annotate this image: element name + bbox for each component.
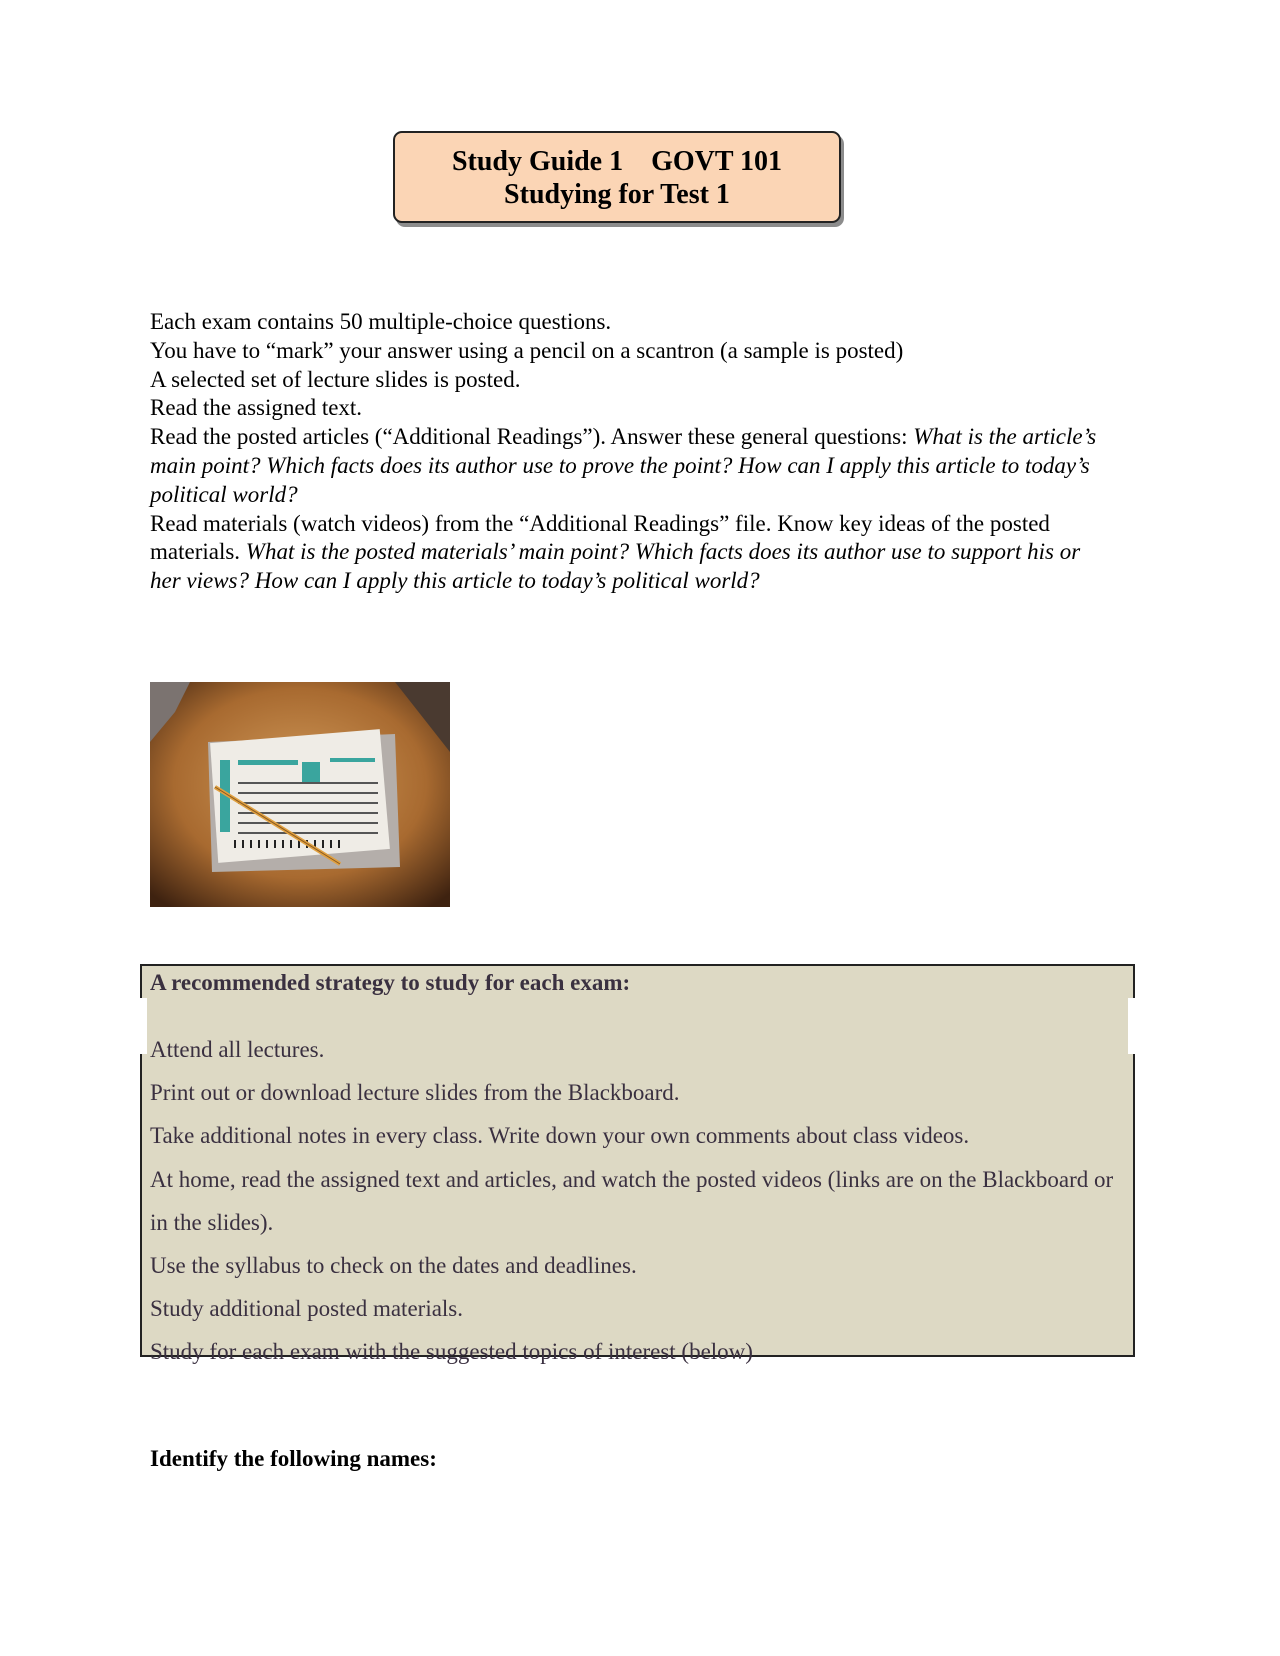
materials-paragraph <box>150 510 1110 596</box>
strategy-item: Print out or download lecture slides from the Blackboard. <box>150 1080 680 1106</box>
title-line-1: Study Guide 1 GOVT 101 <box>451 146 783 177</box>
strategy-item: Take additional notes in every class. Write down your own comments about class videos. <box>150 1123 970 1149</box>
articles-paragraph <box>150 423 1110 509</box>
articles-questions: What is the article’s main point? Which facts does its author use to prove the point? How can I apply this article to today’s political world? <box>150 424 1097 507</box>
right-edge-mark <box>1128 998 1135 1054</box>
strategy-item: Study for each exam with the suggested topics of interest (below) <box>150 1339 753 1365</box>
scantron-photo <box>150 682 450 907</box>
left-edge-mark <box>140 998 147 1054</box>
strategy-heading: A recommended strategy to study for each exam: <box>150 970 631 995</box>
intro-line: Each exam contains 50 multiple-choice questions. <box>150 309 612 334</box>
strategy-list <box>150 1028 1120 1374</box>
names-heading: Identify the following names: <box>150 1446 437 1471</box>
title-line-2: Studying for Test 1 <box>504 179 730 210</box>
intro-line: A selected set of lecture slides is posted. <box>150 366 521 392</box>
intro-line: You have to “mark” your answer using a pencil on a scantron (a sample is posted) <box>150 337 904 363</box>
strategy-item: At home, read the assigned text and articles, and watch the posted videos (links are on the Blackboard or in the slides). <box>150 1166 1114 1235</box>
materials-questions: What is the posted materials’ main point? Which facts does its author use to support his or her views? How can I apply this article to today’s political world? <box>150 539 1081 594</box>
strategy-box <box>140 964 1135 1365</box>
intro-text <box>150 308 1110 596</box>
strategy-item: Attend all lectures. <box>150 1037 325 1062</box>
materials-text: Read materials (watch videos) from the “Additional Readings” file. Know key ideas of the posted materials. <box>150 510 1050 565</box>
intro-line: Read the assigned text. <box>150 395 363 421</box>
articles-text: Read the posted articles (“Additional Readings”). Answer these general questions: <box>150 424 914 450</box>
strategy-item: Study additional posted materials. <box>150 1296 464 1322</box>
strategy-item: Use the syllabus to check on the dates and deadlines. <box>150 1253 637 1279</box>
title-box <box>393 131 841 223</box>
